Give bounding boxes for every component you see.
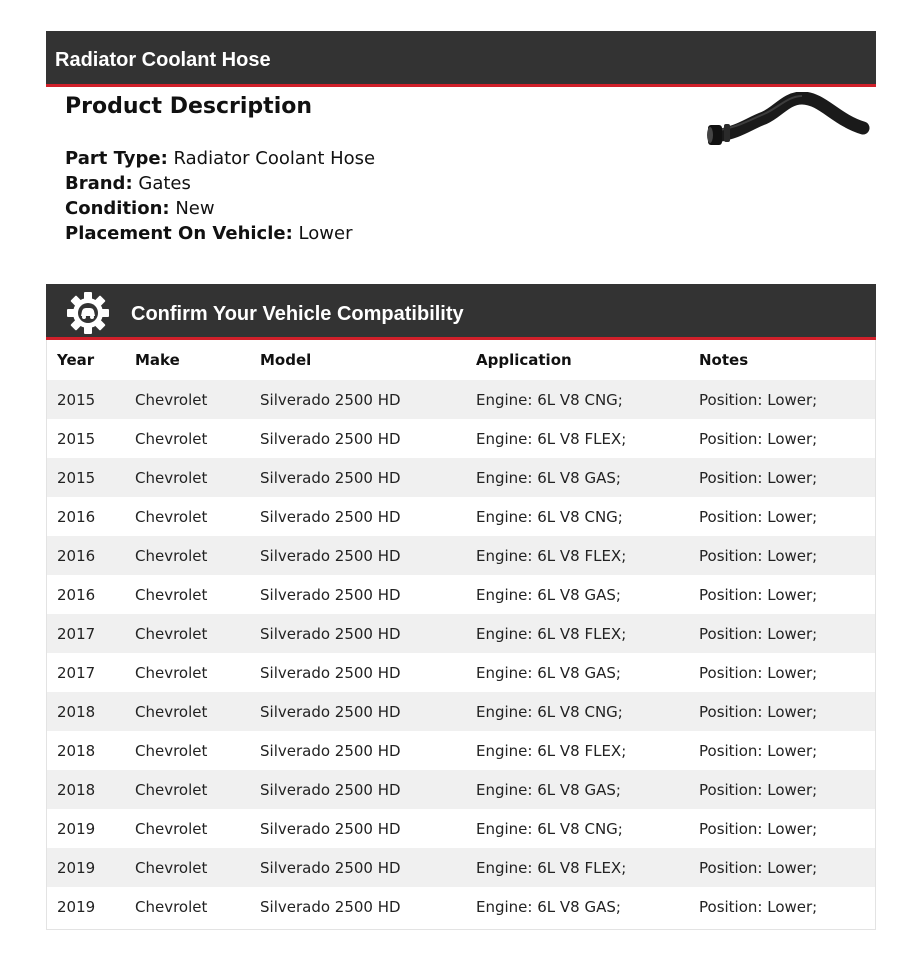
cell-make: Chevrolet: [135, 458, 260, 497]
cell-make: Chevrolet: [135, 731, 260, 770]
cell-application: Engine: 6L V8 GAS;: [476, 575, 699, 614]
table-row: [47, 848, 875, 887]
cell-year: 2016: [47, 497, 135, 536]
cell-notes: Position: Lower;: [699, 887, 875, 926]
cell-application: Engine: 6L V8 FLEX;: [476, 731, 699, 770]
cell-notes: Position: Lower;: [699, 419, 875, 458]
table-row: [47, 809, 875, 848]
hose-product-image: [700, 92, 870, 152]
cell-model: Silverado 2500 HD: [260, 419, 476, 458]
cell-notes: Position: Lower;: [699, 536, 875, 575]
cell-year: 2018: [47, 692, 135, 731]
cell-make: Chevrolet: [135, 770, 260, 809]
cell-notes: Position: Lower;: [699, 848, 875, 887]
cell-model: Silverado 2500 HD: [260, 848, 476, 887]
table-row: [47, 653, 875, 692]
compatibility-table: [47, 340, 875, 926]
cell-notes: Position: Lower;: [699, 380, 875, 419]
cell-notes: Position: Lower;: [699, 731, 875, 770]
cell-year: 2016: [47, 575, 135, 614]
cell-notes: Position: Lower;: [699, 614, 875, 653]
cell-application: Engine: 6L V8 FLEX;: [476, 614, 699, 653]
cell-year: 2017: [47, 614, 135, 653]
cell-application: Engine: 6L V8 FLEX;: [476, 536, 699, 575]
cell-model: Silverado 2500 HD: [260, 692, 476, 731]
header-model: Model: [260, 351, 312, 369]
cell-year: 2018: [47, 770, 135, 809]
table-row: [47, 419, 875, 458]
cell-make: Chevrolet: [135, 614, 260, 653]
cell-model: Silverado 2500 HD: [260, 536, 476, 575]
table-row: [47, 497, 875, 536]
product-specs: [65, 146, 375, 246]
table-row: [47, 458, 875, 497]
cell-model: Silverado 2500 HD: [260, 614, 476, 653]
cell-model: Silverado 2500 HD: [260, 653, 476, 692]
cell-model: Silverado 2500 HD: [260, 887, 476, 926]
spec-part-type: Part Type: Radiator Coolant Hose: [65, 148, 376, 169]
cell-application: Engine: 6L V8 GAS;: [476, 458, 699, 497]
cell-application: Engine: 6L V8 CNG;: [476, 497, 699, 536]
product-title: Radiator Coolant Hose: [55, 49, 271, 71]
cell-year: 2019: [47, 848, 135, 887]
gear-car-icon: [67, 292, 109, 334]
spec-brand: Brand: Gates: [65, 173, 191, 194]
header-year: Year: [57, 351, 95, 369]
cell-application: Engine: 6L V8 CNG;: [476, 380, 699, 419]
description-heading: Product Description: [65, 94, 313, 119]
cell-year: 2015: [47, 380, 135, 419]
cell-application: Engine: 6L V8 GAS;: [476, 770, 699, 809]
cell-year: 2018: [47, 731, 135, 770]
table-row: [47, 692, 875, 731]
cell-make: Chevrolet: [135, 887, 260, 926]
cell-model: Silverado 2500 HD: [260, 575, 476, 614]
cell-notes: Position: Lower;: [699, 458, 875, 497]
cell-notes: Position: Lower;: [699, 770, 875, 809]
cell-make: Chevrolet: [135, 848, 260, 887]
cell-notes: Position: Lower;: [699, 692, 875, 731]
cell-year: 2015: [47, 419, 135, 458]
header-make: Make: [135, 351, 180, 369]
compatibility-banner: [46, 284, 876, 340]
cell-application: Engine: 6L V8 CNG;: [476, 692, 699, 731]
table-row: [47, 536, 875, 575]
cell-make: Chevrolet: [135, 536, 260, 575]
table-row: [47, 770, 875, 809]
cell-notes: Position: Lower;: [699, 575, 875, 614]
compatibility-title: Confirm Your Vehicle Compatibility: [131, 303, 464, 325]
header-application: Application: [476, 351, 572, 369]
table-row: [47, 380, 875, 419]
cell-model: Silverado 2500 HD: [260, 770, 476, 809]
cell-year: 2017: [47, 653, 135, 692]
cell-model: Silverado 2500 HD: [260, 731, 476, 770]
cell-year: 2016: [47, 536, 135, 575]
cell-application: Engine: 6L V8 FLEX;: [476, 848, 699, 887]
table-row: [47, 887, 875, 926]
cell-make: Chevrolet: [135, 419, 260, 458]
cell-application: Engine: 6L V8 CNG;: [476, 809, 699, 848]
cell-year: 2019: [47, 809, 135, 848]
cell-make: Chevrolet: [135, 692, 260, 731]
cell-make: Chevrolet: [135, 497, 260, 536]
cell-make: Chevrolet: [135, 809, 260, 848]
cell-make: Chevrolet: [135, 575, 260, 614]
cell-year: 2015: [47, 458, 135, 497]
cell-application: Engine: 6L V8 GAS;: [476, 653, 699, 692]
cell-make: Chevrolet: [135, 380, 260, 419]
cell-notes: Position: Lower;: [699, 497, 875, 536]
cell-model: Silverado 2500 HD: [260, 497, 476, 536]
cell-model: Silverado 2500 HD: [260, 458, 476, 497]
table-header-row: [47, 340, 875, 380]
cell-model: Silverado 2500 HD: [260, 380, 476, 419]
spec-condition: Condition: New: [65, 198, 215, 219]
product-title-banner: [46, 31, 876, 87]
table-row: [47, 614, 875, 653]
cell-application: Engine: 6L V8 FLEX;: [476, 419, 699, 458]
compatibility-table-container: [46, 340, 876, 930]
table-row: [47, 575, 875, 614]
cell-application: Engine: 6L V8 GAS;: [476, 887, 699, 926]
header-notes: Notes: [699, 351, 749, 369]
cell-make: Chevrolet: [135, 653, 260, 692]
cell-model: Silverado 2500 HD: [260, 809, 476, 848]
spec-placement: Placement On Vehicle: Lower: [65, 223, 353, 244]
cell-notes: Position: Lower;: [699, 809, 875, 848]
table-row: [47, 731, 875, 770]
cell-year: 2019: [47, 887, 135, 926]
cell-notes: Position: Lower;: [699, 653, 875, 692]
